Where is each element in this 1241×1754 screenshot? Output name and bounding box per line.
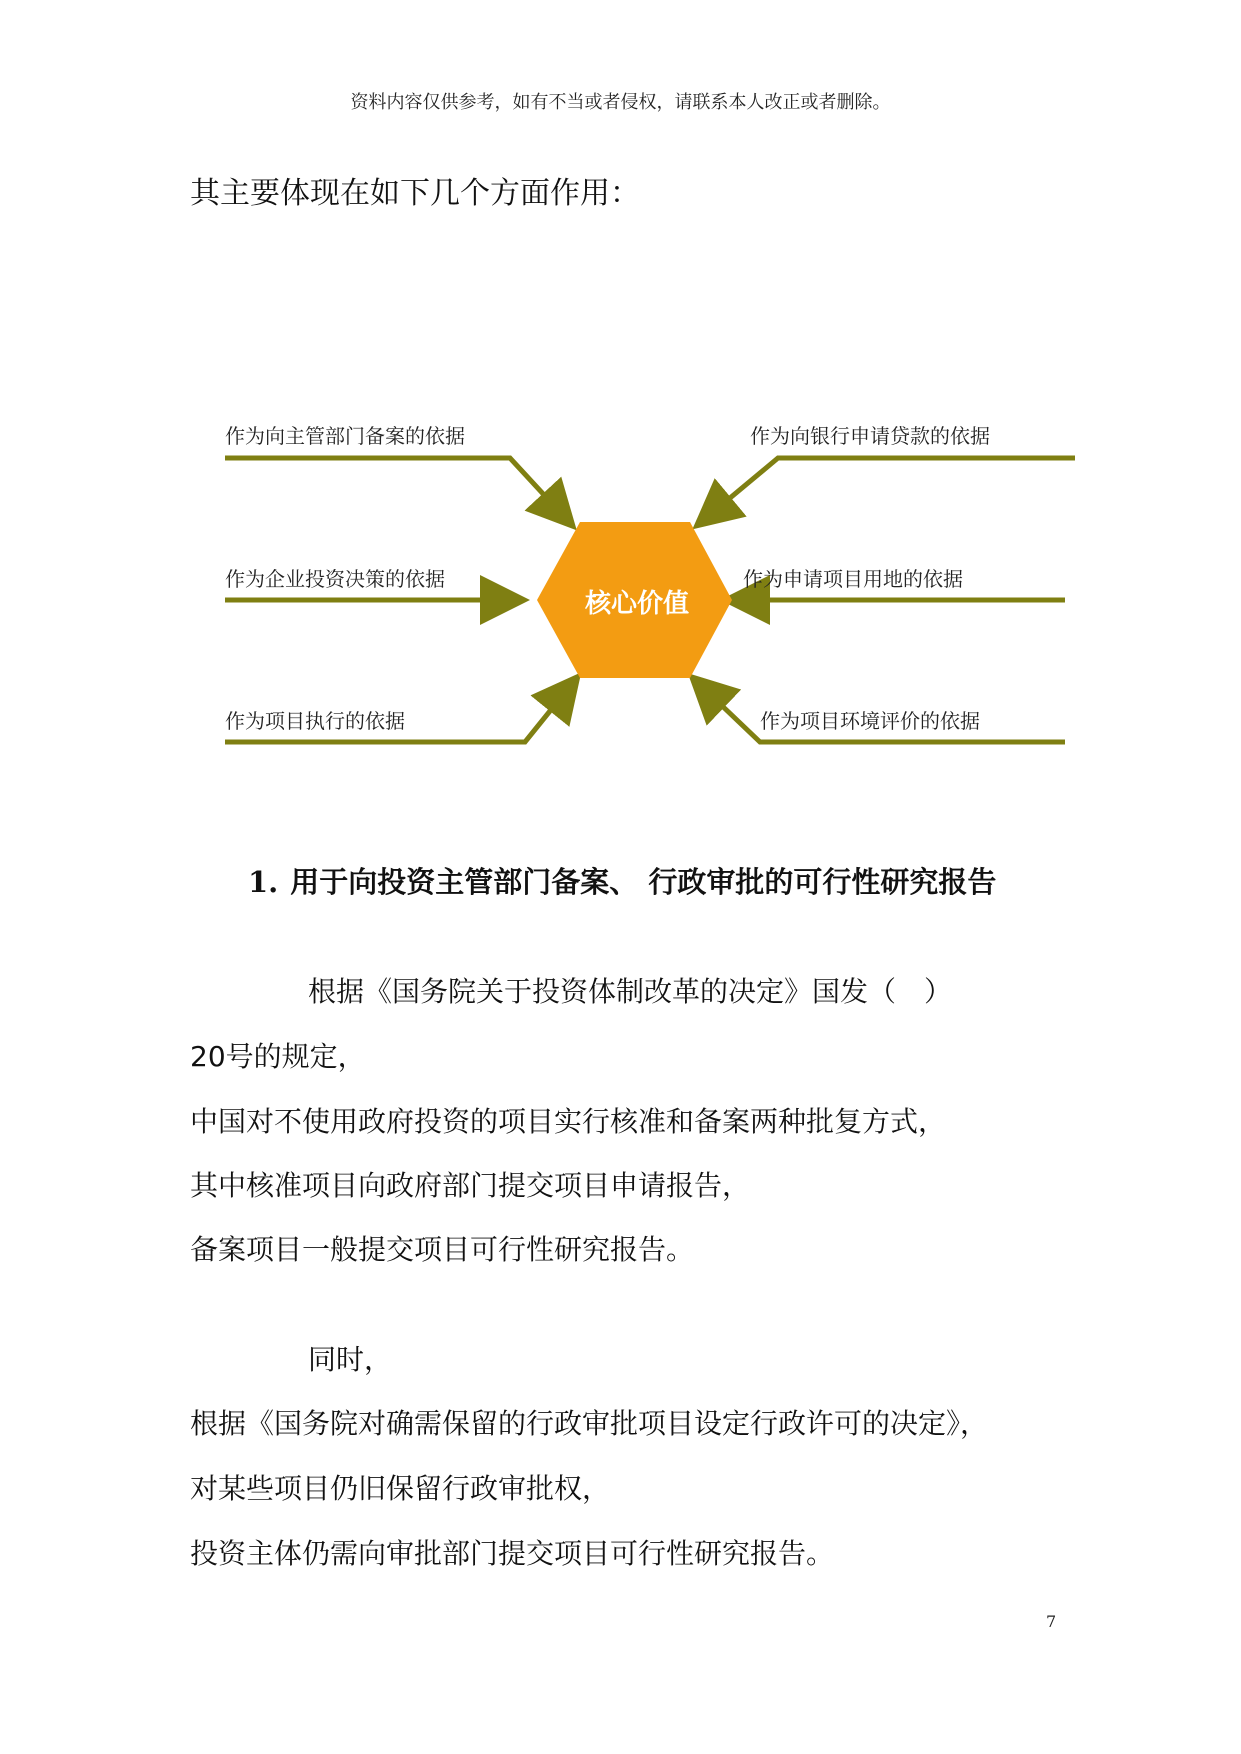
section-title-text: 用于向投资主管部门备案、 行政审批的可行性研究报告 bbox=[290, 865, 997, 899]
label-left-1: 作为向主管部门备案的依据 bbox=[225, 424, 465, 448]
paragraph-line: 对某些项目仍旧保留行政审批权， bbox=[190, 1472, 611, 1505]
hexagon-label: 核心价值 bbox=[585, 589, 690, 619]
paragraph-line: 20号的规定， bbox=[190, 1040, 366, 1073]
paragraph-line: 备案项目一般提交项目可行性研究报告。 bbox=[190, 1233, 695, 1266]
intro-text: 其主要体现在如下几个方面作用： bbox=[190, 176, 640, 211]
connector-right-top bbox=[700, 458, 1075, 523]
section-heading bbox=[248, 860, 996, 901]
label-right-1: 作为向银行申请贷款的依据 bbox=[750, 424, 990, 448]
paragraph-line: 其中核准项目向政府部门提交项目申请报告， bbox=[190, 1169, 751, 1202]
paragraph-line: 中国对不使用政府投资的项目实行核准和备案两种批复方式， bbox=[190, 1105, 947, 1138]
label-right-3: 作为项目环境评价的依据 bbox=[760, 709, 980, 733]
page-number: 7 bbox=[1046, 1612, 1057, 1631]
core-value-diagram bbox=[200, 400, 1080, 800]
paragraph-line: 投资主体仍需向审批部门提交项目可行性研究报告。 bbox=[190, 1537, 835, 1570]
label-left-2: 作为企业投资决策的依据 bbox=[225, 567, 445, 591]
paragraph-line: 根据《国务院对确需保留的行政审批项目设定行政许可的决定》， bbox=[190, 1407, 989, 1440]
paragraph-line: 同时， bbox=[308, 1343, 393, 1376]
connector-left-top bbox=[225, 458, 570, 523]
paragraph-line: 根据《国务院关于投资体制改革的决定》国发（ ） bbox=[308, 975, 953, 1008]
section-number: 1. bbox=[248, 865, 279, 899]
label-left-3: 作为项目执行的依据 bbox=[225, 709, 405, 733]
header-disclaimer: 资料内容仅供参考，如有不当或者侵权，请联系本人改正或者删除。 bbox=[350, 92, 891, 113]
label-right-2: 作为申请项目用地的依据 bbox=[743, 567, 963, 591]
